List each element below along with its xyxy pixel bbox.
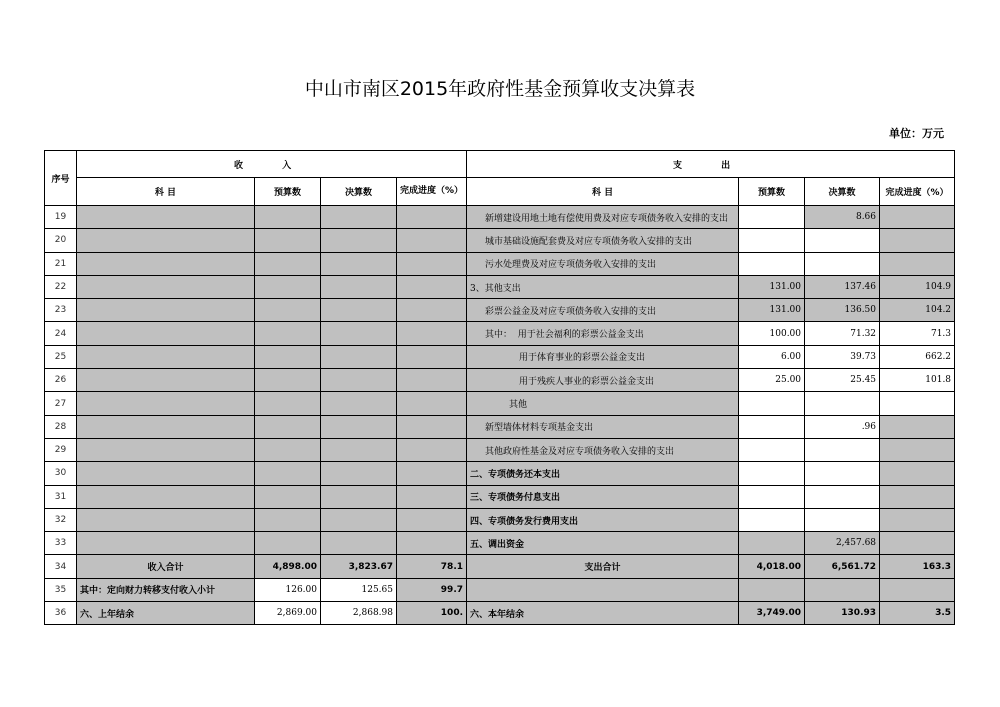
expense-final: 25.45 [805,369,880,392]
header-income-subject: 科 目 [77,178,255,206]
row-seq: 19 [45,206,77,229]
header-expense-final: 决算数 [805,178,880,206]
table-row [45,345,955,368]
row-seq: 32 [45,508,77,531]
row-seq: 21 [45,252,77,275]
expense-progress: 104.2 [880,299,955,322]
row-seq: 23 [45,299,77,322]
table-row [45,392,955,415]
header-income-group: 收 入 [77,151,467,178]
table-row [45,252,955,275]
expense-subject: 二、专项债务还本支出 [467,462,739,485]
expense-subject: 其他政府性基金及对应专项债务收入安排的支出 [467,438,739,461]
row-seq: 27 [45,392,77,415]
expense-budget: 131.00 [739,275,805,298]
table-row [45,275,955,298]
row-seq: 34 [45,555,77,578]
table-row [45,508,955,531]
expense-final: 136.50 [805,299,880,322]
income-progress: 78.1 [397,555,467,578]
row-seq: 29 [45,438,77,461]
table-row [45,438,955,461]
expense-final: 6,561.72 [805,555,880,578]
table-row [45,532,955,555]
expense-subject: 三、专项债务付息支出 [467,485,739,508]
expense-budget: 25.00 [739,369,805,392]
income-final: 3,823.67 [321,555,397,578]
expense-progress: 163.3 [880,555,955,578]
expense-final: 137.46 [805,275,880,298]
table-row [45,229,955,252]
expense-budget: 3,749.00 [739,602,805,625]
expense-subject: 其中： 用于社会福利的彩票公益金支出 [467,322,739,345]
expense-final: 71.32 [805,322,880,345]
header-income-final: 决算数 [321,178,397,206]
expense-subject: 支出合计 [467,555,739,578]
income-budget: 4,898.00 [255,555,321,578]
expense-progress: 101.8 [880,369,955,392]
income-progress: 100. [397,602,467,625]
table-row-totals [45,555,955,578]
income-subject: 其中：定向财力转移支付收入小计 [77,578,255,601]
row-seq: 30 [45,462,77,485]
header-seq: 序号 [45,151,77,206]
expense-subject: 四、专项债务发行费用支出 [467,508,739,531]
expense-budget: 131.00 [739,299,805,322]
header-expense-group: 支 出 [467,151,955,178]
table-row [45,322,955,345]
expense-subject: 其他 [467,392,739,415]
expense-subject: 用于体育事业的彩票公益金支出 [467,345,739,368]
table-row [45,415,955,438]
expense-budget: 100.00 [739,322,805,345]
header-expense-progress: 完成进度（%） [880,178,955,206]
income-subject: 收入合计 [77,555,255,578]
income-budget: 126.00 [255,578,321,601]
header-expense-budget: 预算数 [739,178,805,206]
row-seq: 36 [45,602,77,625]
table-row [45,602,955,625]
expense-subject: 五、调出资金 [467,532,739,555]
expense-progress: 3.5 [880,602,955,625]
row-seq: 35 [45,578,77,601]
header-income-budget: 预算数 [255,178,321,206]
expense-progress: 71.3 [880,322,955,345]
income-budget: 2,869.00 [255,602,321,625]
expense-final: 2,457.68 [805,532,880,555]
expense-progress: 104.9 [880,275,955,298]
row-seq: 33 [45,532,77,555]
expense-final: 39.73 [805,345,880,368]
header-expense-subject: 科 目 [467,178,739,206]
row-seq: 22 [45,275,77,298]
expense-subject: 六、本年结余 [467,602,739,625]
page-title: 中山市南区2015年政府性基金预算收支决算表 [304,78,696,100]
table-row [45,206,955,229]
row-seq: 26 [45,369,77,392]
income-final: 2,868.98 [321,602,397,625]
expense-budget: 6.00 [739,345,805,368]
expense-subject: 用于残疾人事业的彩票公益金支出 [467,369,739,392]
table-row [45,485,955,508]
row-seq: 31 [45,485,77,508]
expense-subject: 污水处理费及对应专项债务收入安排的支出 [467,252,739,275]
table-row [45,462,955,485]
row-seq: 25 [45,345,77,368]
row-seq: 28 [45,415,77,438]
expense-final: 130.93 [805,602,880,625]
income-subject: 六、上年结余 [77,602,255,625]
header-income-progress: 完成进度（%） [397,178,467,206]
expense-progress: 662.2 [880,345,955,368]
expense-subject: 新增建设用地土地有偿使用费及对应专项债务收入安排的支出 [467,206,739,229]
table-row [45,369,955,392]
income-final: 125.65 [321,578,397,601]
table-row [45,299,955,322]
expense-final: 8.66 [805,206,880,229]
income-progress: 99.7 [397,578,467,601]
unit-label: 单位：万元 [889,127,944,140]
table-row [45,578,955,601]
expense-subject: 3、其他支出 [467,275,739,298]
expense-final: .96 [805,415,880,438]
row-seq: 24 [45,322,77,345]
expense-subject: 城市基础设施配套费及对应专项债务收入安排的支出 [467,229,739,252]
expense-subject: 新型墙体材料专项基金支出 [467,415,739,438]
expense-budget: 4,018.00 [739,555,805,578]
expense-subject: 彩票公益金及对应专项债务收入安排的支出 [467,299,739,322]
row-seq: 20 [45,229,77,252]
fund-budget-table [44,150,955,625]
